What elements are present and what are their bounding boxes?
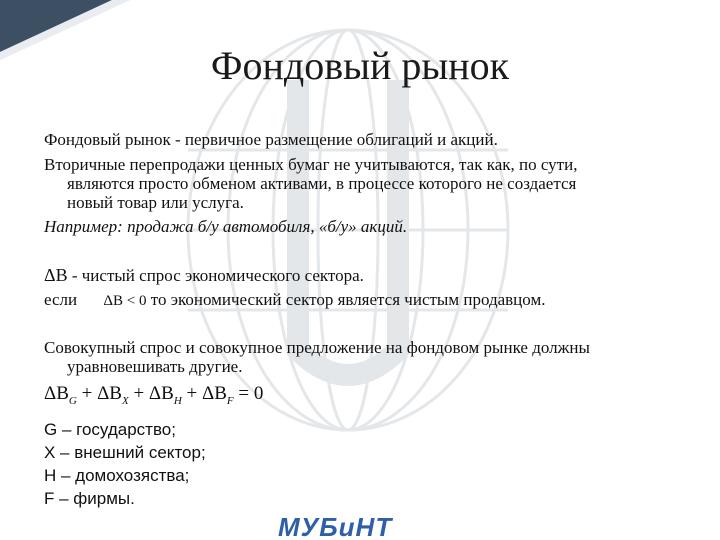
footer-logo: МУБиНТ (278, 512, 393, 540)
delta-definition-text: - чистый спрос экономического сектора. (71, 266, 364, 285)
condition-line (44, 290, 545, 311)
legend-item-g: G – государство; (44, 420, 176, 439)
equation-rendered: $\Delta B_G + \Delta B_X + \Delta B_H + \Delta B_F = 0$ (44, 383, 264, 407)
legend-item-f: F – фирмы. (44, 489, 135, 508)
example-text: Например: продажа б/у автомобиля, «б/у» акций. (44, 217, 408, 236)
balance-equation (44, 384, 263, 411)
delta-definition (44, 266, 364, 285)
aggregate-line2: уравновешивать другие. (67, 357, 243, 376)
aggregate-line1: Совокупный спрос и совокупное предложение на фондовом рынке должны (44, 338, 590, 357)
page-title: Фондовый рынок (210, 43, 510, 88)
paragraph-primary-market: Фондовый рынок - первичное размещение облигаций и акций. (44, 130, 498, 149)
paragraph-secondary-line3: новый товар или услуга. (67, 193, 244, 212)
paragraph-secondary-line2: являются просто обменом активами, в процессе которого не создается (67, 174, 577, 193)
if-word: если (44, 290, 78, 309)
delta-b-negative-formula: ΔB < 0 (103, 293, 147, 309)
condition-text: то экономический сектор является чистым продавцом. (150, 290, 546, 309)
delta-b-symbol: ΔB (44, 265, 68, 285)
legend-item-h: H – домохозяства; (44, 466, 190, 485)
paragraph-secondary-line1: Вторичные перепродажи ценных бумаг не учитываются, так как, по сути, (44, 155, 578, 174)
legend-item-x: X – внешний сектор; (44, 443, 206, 462)
